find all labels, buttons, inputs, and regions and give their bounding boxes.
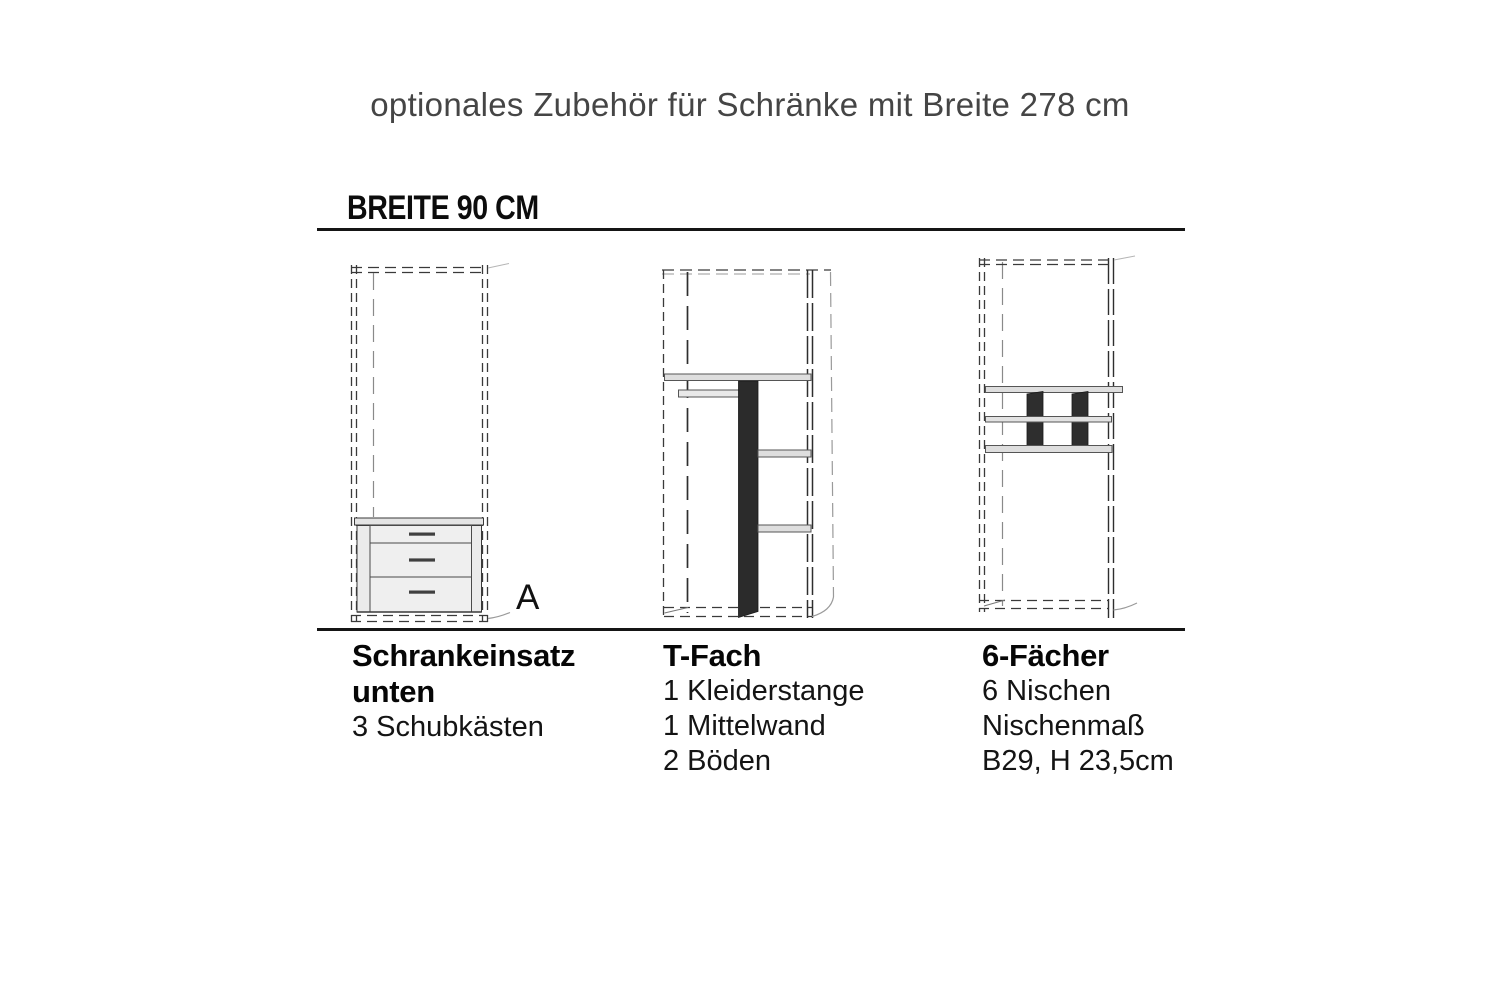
drawer-handle-icon	[409, 558, 435, 561]
product-detail: Nischenmaß	[982, 710, 1145, 742]
page-title: optionales Zubehör für Schränke mit Breite 278 cm	[370, 86, 1130, 123]
section-heading: BREITE 90 CM	[347, 189, 539, 227]
wardrobe-6-faecher-diagram	[965, 250, 1165, 630]
middle-shelf	[986, 417, 1112, 423]
product-detail: 6 Nischen	[982, 675, 1111, 707]
clothes-rail	[679, 390, 740, 397]
product-6-faecher	[982, 638, 1262, 779]
drawer-handle-icon	[409, 591, 435, 594]
divider-line-top	[317, 228, 1185, 231]
product-title: T-Fach	[663, 638, 762, 673]
product-title: Schrankeinsatz unten	[352, 638, 576, 709]
product-detail: 3 Schubkästen	[352, 711, 544, 743]
shelf	[758, 525, 811, 532]
product-detail: B29, H 23,5cm	[982, 745, 1174, 777]
product-title: 6-Fächer	[982, 638, 1109, 673]
cabinet-frame	[979, 256, 1137, 618]
middle-wall	[739, 381, 759, 618]
top-shelf	[986, 387, 1123, 393]
top-shelf	[665, 374, 812, 381]
wardrobe-t-fach-diagram	[650, 255, 850, 635]
t-fach-interior	[665, 374, 812, 618]
product-detail: 2 Böden	[663, 745, 772, 777]
product-detail: 1 Kleiderstange	[663, 675, 865, 707]
product-detail: 1 Mittelwand	[663, 710, 826, 742]
product-schrankeinsatz	[352, 638, 610, 745]
drawer-handle-icon	[409, 533, 435, 536]
drawer-front	[370, 577, 472, 612]
six-compartment-interior	[986, 387, 1123, 453]
diagram-marker-a: A	[516, 578, 540, 617]
drawer-insert	[355, 518, 484, 612]
shelf	[758, 450, 811, 457]
product-t-fach	[663, 638, 943, 779]
bottom-shelf	[986, 446, 1113, 453]
